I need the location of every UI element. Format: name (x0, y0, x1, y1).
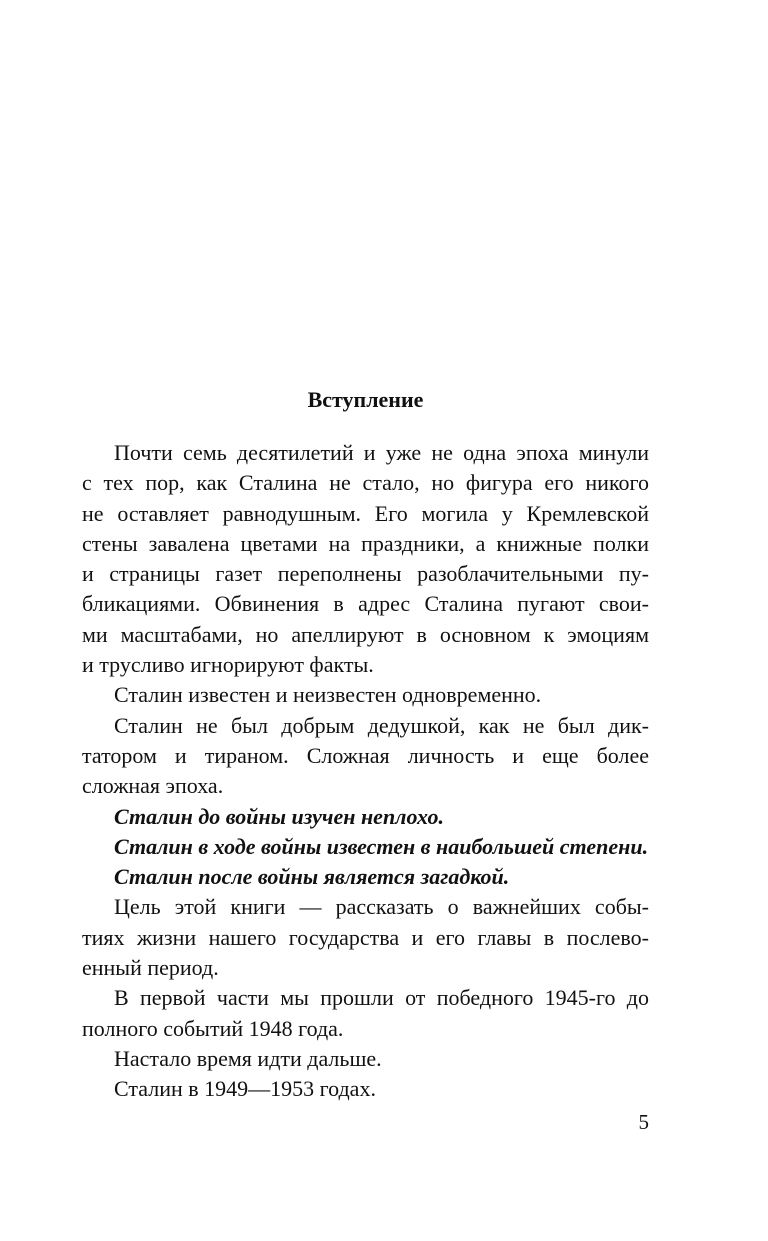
text-line: стены завалена цветами на праздники, а книжные полки (82, 530, 649, 556)
text-line: Цель этой книги — рассказать о важнейших собы- (114, 894, 649, 920)
chapter-title: Вступление (307, 387, 424, 412)
text-line: татором и тираном. Сложная личность и еще более (82, 742, 649, 768)
paragraph-years: Сталин в 1949—1953 годах. (114, 1076, 376, 1102)
text-line: и страницы газет переполнены разоблачительными пу- (82, 561, 649, 587)
book-page (82, 0, 649, 1241)
emphasis-line: Сталин после войны является загадкой. (114, 864, 510, 890)
paragraph-personality (82, 711, 649, 802)
text-line: тиях жизни нашего государства и его главы в послево- (82, 924, 649, 950)
text-line: Почти семь десятилетий и уже не одна эпоха минули (114, 440, 649, 465)
text-line: енный период. (82, 955, 219, 981)
text-line: и трусливо игнорируют факты. (82, 652, 374, 678)
emphasis-line: Сталин в ходе войны известен в наибольшей степени. (114, 833, 649, 859)
paragraph-intro (82, 438, 649, 680)
text-line: ми масштабами, но апеллируют в основном к эмоциям (82, 621, 649, 647)
text-line: с тех пор, как Сталина не стало, но фигура его никого (82, 470, 649, 496)
text-line: сложная эпоха. (82, 773, 224, 799)
paragraph-known-unknown: Сталин известен и неизвестен одновременно. (114, 682, 542, 708)
paragraph-move-on: Настало время идти дальше. (114, 1045, 382, 1071)
text-line: бликациями. Обвинения в адрес Сталина пугают свои- (82, 591, 649, 617)
emphasis-line: Сталин до войны изучен неплохо. (114, 803, 444, 829)
text-line: Сталин не был добрым дедушкой, как не был дик- (114, 712, 649, 738)
text-line: не оставляет равнодушным. Его могила у Кремлевской (82, 500, 649, 526)
paragraph-first-part (82, 983, 649, 1044)
text-line: полного событий 1948 года. (82, 1015, 344, 1041)
paragraph-book-goal (82, 892, 649, 983)
page-number: 5 (638, 1110, 649, 1134)
text-line: В первой части мы прошли от победного 1945-го до (114, 985, 649, 1011)
chapter-body (82, 438, 649, 1105)
